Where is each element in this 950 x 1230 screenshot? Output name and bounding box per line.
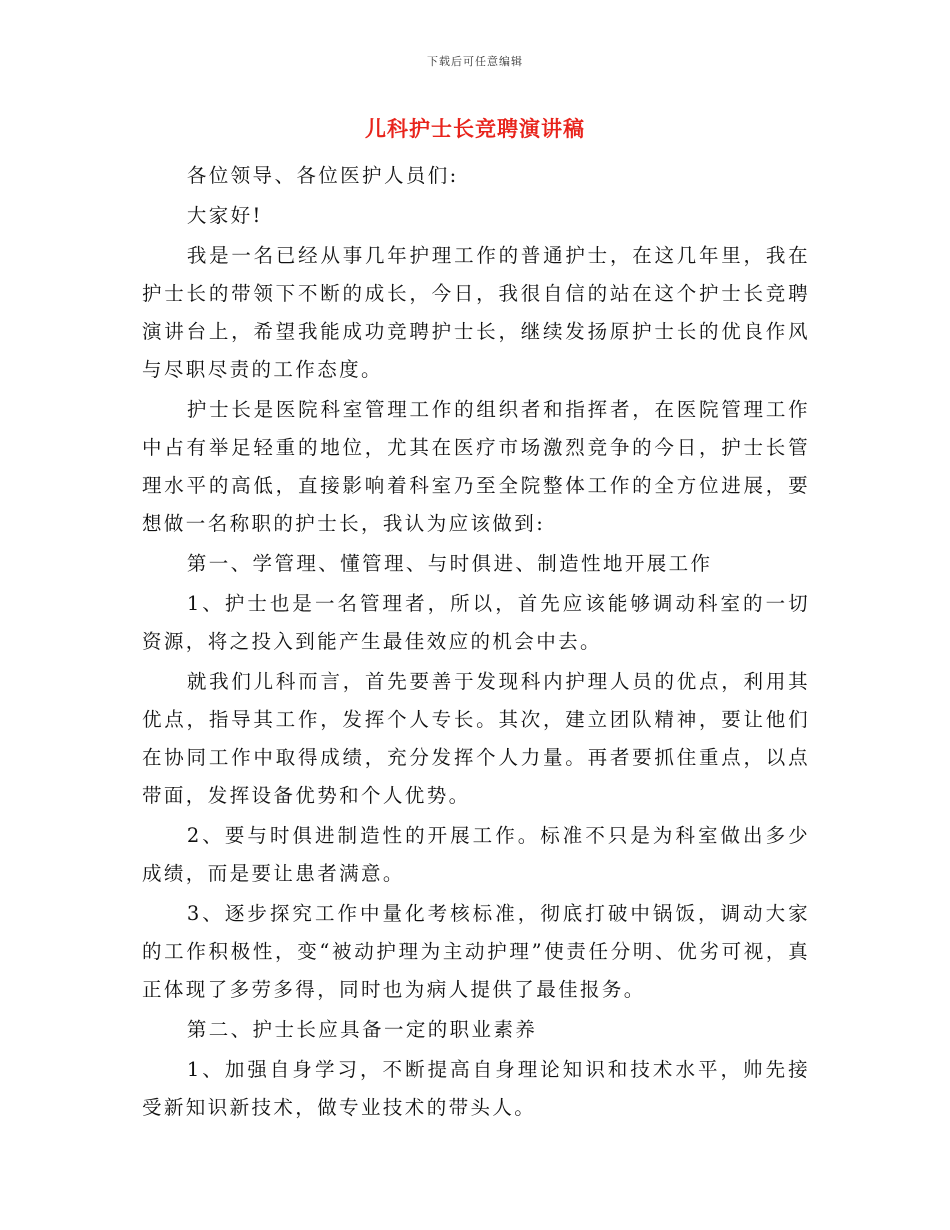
paragraph-pediatrics: 就我们儿科而言，首先要善于发现科内护理人员的优点，利用其优点，指导其工作，发挥个人专长。其次，建立团队精神，要让他们在协同工作中取得成绩，充分发挥个人力量。再者要抓住重点，以点带面，发挥设备优势和个人优势。 <box>142 670 810 807</box>
document-body <box>142 157 810 1129</box>
section-heading-1: 第一、学管理、懂管理、与时俱进、制造性地开展工作 <box>186 552 713 575</box>
paragraph-point-1-1: 1、护士也是一名管理者，所以，首先应该能够调动科室的一切资源，将之投入到能产生最佳效应的机会中去。 <box>142 592 810 653</box>
paragraph-point-1-3: 3、逐步探究工作中量化考核标准，彻底打破中锅饭，调动大家的工作积极性，变“被动护理为主动护理”使责任分明、优劣可视，真正体现了多劳多得，同时也为病人提供了最佳报务。 <box>142 902 810 1001</box>
paragraph-point-1-2: 2、要与时俱进制造性的开展工作。标准不只是为科室做出多少成绩，而是要让患者满意。 <box>142 824 810 885</box>
document-title: 儿科护士长竞聘演讲稿 <box>365 116 585 141</box>
section-heading-2: 第二、护士长应具备一定的职业素养 <box>186 1018 538 1041</box>
paragraph-greeting: 各位领导、各位医护人员们: <box>186 164 459 187</box>
paragraph-role: 护士长是医院科室管理工作的组织者和指挥者，在医院管理工作中占有举足轻重的地位，尤其在医疗市场激烈竞争的今日，护士长管理水平的高低，直接影响着科室乃至全院整体工作的全方位进展，要想做一名称职的护士长，我认为应该做到: <box>142 398 810 535</box>
paragraph-intro: 我是一名已经从事几年护理工作的普通护士，在这几年里，我在护士长的带领下不断的成长，今日，我很自信的站在这个护士长竞聘演讲台上，希望我能成功竞聘护士长，继续发扬原护士长的优良作风与尽职尽责的工作态度。 <box>142 244 810 381</box>
page-header-note: 下载后可任意编辑 <box>427 55 523 68</box>
paragraph-hello: 大家好! <box>186 204 263 227</box>
paragraph-point-2-1: 1、加强自身学习，不断提高自身理论知识和技术水平，帅先接受新知识新技术，做专业技术的带头人。 <box>142 1058 810 1119</box>
